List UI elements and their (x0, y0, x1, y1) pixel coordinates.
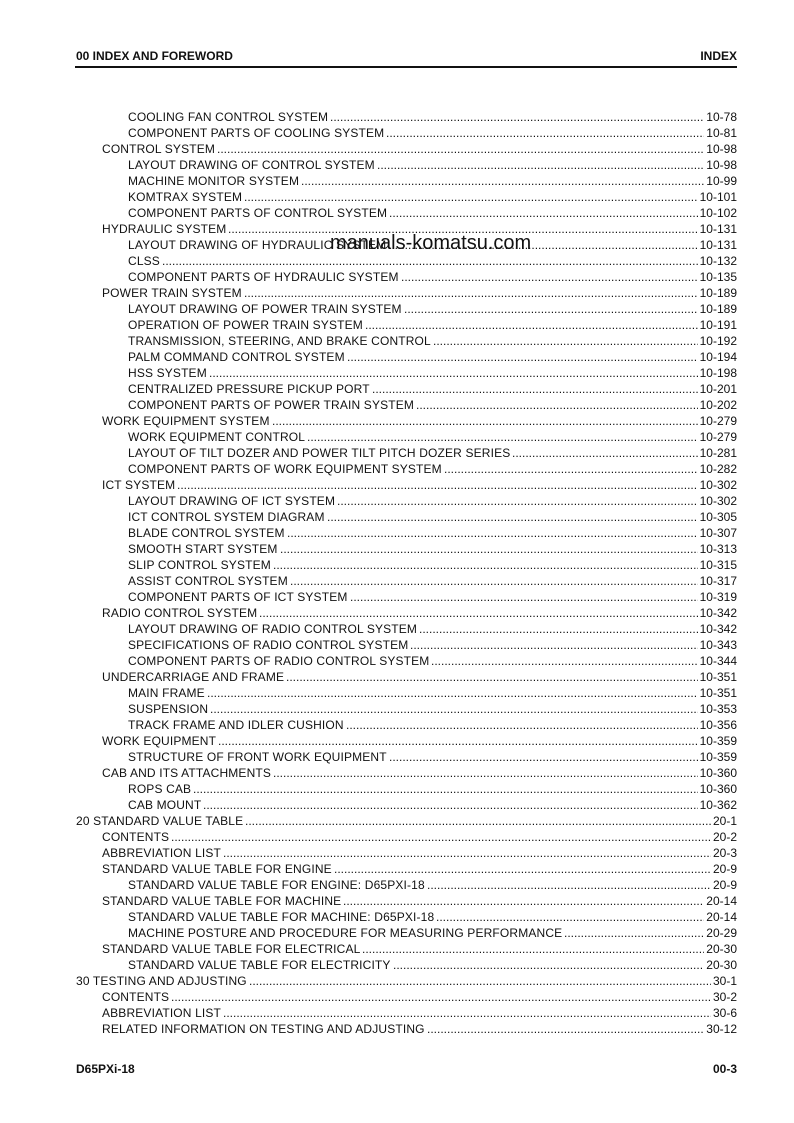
toc-entry-title: COMPONENT PARTS OF RADIO CONTROL SYSTEM (128, 654, 430, 668)
toc-entry[interactable] (76, 477, 737, 493)
toc-entry-title: ASSIST CONTROL SYSTEM (128, 574, 288, 588)
toc-entry[interactable] (76, 541, 737, 557)
toc-leader-dots (193, 781, 698, 797)
toc-entry-title: ABBREVIATION LIST (102, 846, 222, 860)
toc-entry-title: TRANSMISSION, STEERING, AND BRAKE CONTROL (128, 334, 431, 348)
toc-entry-title: MACHINE MONITOR SYSTEM (128, 174, 300, 188)
toc-leader-dots (223, 1005, 711, 1021)
toc-entry-title: WORK EQUIPMENT SYSTEM (102, 414, 270, 428)
toc-entry-title: ICT CONTROL SYSTEM DIAGRAM (128, 510, 325, 524)
toc-leader-dots (273, 557, 698, 573)
toc-entry-title: SMOOTH START SYSTEM (128, 542, 278, 556)
toc-entry-title: STANDARD VALUE TABLE FOR MACHINE (102, 894, 342, 908)
toc-entry-page: 20-9 (712, 878, 737, 892)
toc-entry-title: SUSPENSION (128, 702, 209, 716)
toc-entry-title: CONTENTS (102, 990, 170, 1004)
toc-leader-dots (433, 333, 698, 349)
toc-entry-title: LAYOUT OF TILT DOZER AND POWER TILT PITCH DOZER SERIES (128, 446, 511, 460)
toc-entry-page: 10-191 (699, 318, 737, 332)
toc-leader-dots (177, 477, 698, 493)
toc-leader-dots (427, 877, 711, 893)
toc-entry[interactable] (76, 397, 737, 413)
toc-entry-title: WORK EQUIPMENT (102, 734, 217, 748)
toc-leader-dots (259, 605, 698, 621)
toc-entry[interactable] (76, 349, 737, 365)
toc-entry-title: CONTROL SYSTEM (102, 142, 216, 156)
toc-entry-page: 10-317 (699, 574, 737, 588)
toc-entry[interactable] (76, 493, 737, 509)
page-footer (76, 1062, 737, 1078)
toc-entry-page: 10-305 (699, 510, 737, 524)
toc-entry-page: 10-189 (699, 286, 737, 300)
toc-leader-dots (210, 701, 698, 717)
toc-entry-page: 10-279 (699, 414, 737, 428)
toc-entry-title: STANDARD VALUE TABLE FOR ENGINE: D65PXI-18 (128, 878, 425, 892)
toc-entry[interactable] (76, 381, 737, 397)
toc-leader-dots (244, 285, 698, 301)
toc-entry-title: PALM COMMAND CONTROL SYSTEM (128, 350, 345, 364)
page-header (75, 48, 737, 68)
toc-entry-title: POWER TRAIN SYSTEM (102, 286, 242, 300)
toc-leader-dots (307, 429, 698, 445)
toc-entry-page: 10-194 (699, 350, 737, 364)
toc-entry-page: 10-282 (699, 462, 737, 476)
toc-entry-title: HYDRAULIC SYSTEM (102, 222, 227, 236)
toc-entry-title: KOMTRAX SYSTEM (128, 190, 243, 204)
toc-entry-page: 20-30 (706, 942, 737, 956)
toc-entry-page: 10-302 (699, 478, 737, 492)
toc-entry-page: 20-2 (712, 830, 737, 844)
toc-leader-dots (203, 797, 698, 813)
toc-leader-dots (436, 909, 704, 925)
toc-entry-title: HSS SYSTEM (128, 366, 207, 380)
toc-entry[interactable] (76, 429, 737, 445)
toc-entry[interactable] (76, 525, 737, 541)
toc-entry[interactable] (76, 621, 737, 637)
toc-entry-title: STANDARD VALUE TABLE FOR ELECTRICITY (128, 958, 391, 972)
toc-entry[interactable] (76, 701, 737, 717)
toc-entry-title: CAB AND ITS ATTACHMENTS (102, 766, 272, 780)
toc-entry-page: 30-1 (712, 974, 737, 988)
toc-leader-dots (244, 189, 698, 205)
toc-leader-dots (330, 109, 704, 125)
toc-entry-page: 10-202 (699, 398, 737, 412)
toc-entry-page: 10-98 (706, 142, 737, 156)
toc-entry-title: SLIP CONTROL SYSTEM (128, 558, 271, 572)
toc-entry-title: COMPONENT PARTS OF POWER TRAIN SYSTEM (128, 398, 415, 412)
toc-entry[interactable] (76, 365, 737, 381)
toc-entry-page: 20-1 (712, 814, 737, 828)
toc-entry[interactable] (76, 781, 737, 797)
toc-entry-page: 10-356 (699, 718, 737, 732)
toc-entry-page: 10-319 (699, 590, 737, 604)
toc-entry-page: 10-353 (699, 702, 737, 716)
toc-entry-title: STANDARD VALUE TABLE FOR ENGINE (102, 862, 332, 876)
toc-leader-dots (389, 205, 698, 221)
toc-entry-title: CONTENTS (102, 830, 170, 844)
toc-entry[interactable] (76, 1005, 737, 1021)
toc-entry[interactable] (76, 941, 737, 957)
toc-entry-title: COOLING FAN CONTROL SYSTEM (128, 110, 329, 124)
toc-entry-page: 10-81 (706, 126, 737, 140)
toc-entry-page: 10-189 (699, 302, 737, 316)
toc-entry[interactable] (76, 189, 737, 205)
model-number: D65PXi-18 (76, 1062, 135, 1076)
toc-entry-title: SPECIFICATIONS OF RADIO CONTROL SYSTEM (128, 638, 409, 652)
toc-leader-dots (301, 173, 704, 189)
toc-leader-dots (393, 957, 704, 973)
toc-entry[interactable] (76, 173, 737, 189)
toc-entry[interactable] (76, 141, 737, 157)
toc-entry[interactable] (76, 685, 737, 701)
toc-leader-dots (249, 973, 711, 989)
toc-leader-dots (389, 749, 698, 765)
toc-entry[interactable] (76, 125, 737, 141)
toc-entry-title: ROPS CAB (128, 782, 192, 796)
toc-entry-title: COMPONENT PARTS OF ICT SYSTEM (128, 590, 348, 604)
toc-entry-page: 10-359 (699, 734, 737, 748)
toc-entry-page: 20-30 (706, 958, 737, 972)
toc-entry-title: RELATED INFORMATION ON TESTING AND ADJUSTING (102, 1022, 425, 1036)
toc-leader-dots (334, 861, 711, 877)
toc-leader-dots (223, 845, 711, 861)
toc-entry-page: 10-102 (699, 206, 737, 220)
toc-entry-page: 20-14 (706, 910, 737, 924)
toc-leader-dots (171, 989, 711, 1005)
toc-leader-dots (327, 509, 698, 525)
toc-entry-page: 10-131 (699, 238, 737, 252)
toc-entry-title: LAYOUT DRAWING OF POWER TRAIN SYSTEM (128, 302, 402, 316)
toc-entry[interactable] (76, 653, 737, 669)
toc-leader-dots (347, 349, 698, 365)
toc-entry[interactable] (76, 717, 737, 733)
toc-leader-dots (346, 717, 698, 733)
toc-entry[interactable] (76, 589, 737, 605)
toc-leader-dots (512, 445, 698, 461)
toc-entry-page: 20-3 (712, 846, 737, 860)
toc-leader-dots (444, 461, 698, 477)
toc-entry[interactable] (76, 973, 737, 989)
toc-entry[interactable] (76, 509, 737, 525)
toc-leader-dots (404, 301, 698, 317)
toc-leader-dots (272, 413, 698, 429)
toc-leader-dots (564, 925, 704, 941)
toc-leader-dots (365, 317, 698, 333)
toc-leader-dots (218, 733, 698, 749)
toc-entry-page: 10-201 (699, 382, 737, 396)
toc-entry[interactable] (76, 285, 737, 301)
toc-entry-title: CLSS (128, 254, 160, 268)
toc-entry[interactable] (76, 925, 737, 941)
toc-entry-title: COMPONENT PARTS OF CONTROL SYSTEM (128, 206, 388, 220)
toc-entry[interactable] (76, 413, 737, 429)
toc-entry-page: 10-101 (699, 190, 737, 204)
toc-leader-dots (401, 269, 698, 285)
toc-leader-dots (410, 637, 698, 653)
toc-entry[interactable] (76, 605, 737, 621)
toc-leader-dots (280, 541, 698, 557)
toc-entry[interactable] (76, 861, 737, 877)
toc-entry[interactable] (76, 205, 737, 221)
header-index-label: INDEX (700, 49, 737, 63)
toc-entry-title: UNDERCARRIAGE AND FRAME (102, 670, 285, 684)
toc-entry-page: 10-362 (699, 798, 737, 812)
toc-leader-dots (372, 381, 698, 397)
toc-leader-dots (343, 893, 704, 909)
toc-entry-title: STRUCTURE OF FRONT WORK EQUIPMENT (128, 750, 387, 764)
toc-leader-dots (287, 525, 698, 541)
toc-entry-title: LAYOUT DRAWING OF RADIO CONTROL SYSTEM (128, 622, 418, 636)
toc-entry[interactable] (76, 253, 737, 269)
toc-entry[interactable] (76, 573, 737, 589)
toc-entry-page: 10-99 (706, 174, 737, 188)
toc-entry-page: 30-6 (712, 1006, 737, 1020)
toc-entry[interactable] (76, 909, 737, 925)
toc-entry[interactable] (76, 877, 737, 893)
toc-entry[interactable] (76, 669, 737, 685)
toc-entry[interactable] (76, 749, 737, 765)
toc-leader-dots (377, 157, 704, 173)
toc-entry-page: 20-29 (706, 926, 737, 940)
toc-entry-page: 10-307 (699, 526, 737, 540)
toc-entry-page: 20-9 (712, 862, 737, 876)
toc-leader-dots (337, 493, 698, 509)
toc-leader-dots (290, 573, 698, 589)
toc-entry[interactable] (76, 989, 737, 1005)
toc-leader-dots (207, 685, 698, 701)
toc-entry-page: 10-135 (699, 270, 737, 284)
toc-entry-title: LAYOUT DRAWING OF CONTROL SYSTEM (128, 158, 375, 172)
toc-entry-page: 10-359 (699, 750, 737, 764)
toc-entry-page: 10-281 (699, 446, 737, 460)
toc-leader-dots (286, 669, 698, 685)
toc-leader-dots (386, 125, 704, 141)
toc-entry-page: 10-344 (699, 654, 737, 668)
watermark: manuals-komatsu.com (330, 232, 532, 254)
toc-entry-page: 30-12 (706, 1022, 737, 1036)
toc-entry-title: LAYOUT DRAWING OF HYDRAULIC SYSTEM (128, 238, 387, 252)
toc-entry-page: 10-343 (699, 638, 737, 652)
toc-entry-title: COMPONENT PARTS OF COOLING SYSTEM (128, 126, 385, 140)
page-number: 00-3 (712, 1062, 737, 1076)
toc-entry[interactable] (76, 829, 737, 845)
toc-leader-dots (416, 397, 698, 413)
toc-entry-page: 10-315 (699, 558, 737, 572)
section-title: 00 INDEX AND FOREWORD (76, 49, 233, 63)
toc-entry-title: STANDARD VALUE TABLE FOR ELECTRICAL (102, 942, 361, 956)
toc-entry[interactable] (76, 1021, 737, 1037)
toc-entry[interactable] (76, 333, 737, 349)
toc-entry[interactable] (76, 301, 737, 317)
toc-entry-title: OPERATION OF POWER TRAIN SYSTEM (128, 318, 363, 332)
toc-entry-page: 10-342 (699, 622, 737, 636)
toc-entry[interactable] (76, 269, 737, 285)
toc-entry-title: CAB MOUNT (128, 798, 202, 812)
toc-entry[interactable] (76, 445, 737, 461)
toc-entry[interactable] (76, 461, 737, 477)
toc-entry[interactable] (76, 557, 737, 573)
toc-leader-dots (431, 653, 698, 669)
toc-entry-page: 10-198 (699, 366, 737, 380)
toc-entry-title: CENTRALIZED PRESSURE PICKUP PORT (128, 382, 370, 396)
toc-entry-page: 10-279 (699, 430, 737, 444)
toc-entry-page: 10-342 (699, 606, 737, 620)
toc-entry-title: COMPONENT PARTS OF WORK EQUIPMENT SYSTEM (128, 462, 442, 476)
toc-entry-title: ICT SYSTEM (102, 478, 176, 492)
toc-entry-title: 30 TESTING AND ADJUSTING (76, 974, 247, 988)
toc-leader-dots (217, 141, 704, 157)
toc-entry-page: 10-351 (699, 670, 737, 684)
toc-entry-page: 10-351 (699, 686, 737, 700)
toc-entry-page: 10-360 (699, 782, 737, 796)
toc-entry[interactable] (76, 765, 737, 781)
toc-leader-dots (245, 813, 711, 829)
toc-entry[interactable] (76, 157, 737, 173)
toc-entry-page: 10-192 (699, 334, 737, 348)
toc-entry-title: COMPONENT PARTS OF HYDRAULIC SYSTEM (128, 270, 399, 284)
toc-entry-title: TRACK FRAME AND IDLER CUSHION (128, 718, 344, 732)
toc-entry-page: 10-78 (706, 110, 737, 124)
toc-leader-dots (162, 253, 698, 269)
toc-entry[interactable] (76, 317, 737, 333)
toc-entry-title: RADIO CONTROL SYSTEM (102, 606, 258, 620)
toc-leader-dots (427, 1021, 704, 1037)
toc-entry-title: MACHINE POSTURE AND PROCEDURE FOR MEASURING PERFORMANCE (128, 926, 563, 940)
toc-entry[interactable] (76, 733, 737, 749)
toc-entry-title: WORK EQUIPMENT CONTROL (128, 430, 306, 444)
toc-entry-page: 20-14 (706, 894, 737, 908)
toc-entry-page: 10-313 (699, 542, 737, 556)
toc-entry-page: 10-131 (699, 222, 737, 236)
toc-entry[interactable] (76, 893, 737, 909)
toc-leader-dots (273, 765, 698, 781)
toc-entry-page: 30-2 (712, 990, 737, 1004)
toc-entry-title: ABBREVIATION LIST (102, 1006, 222, 1020)
toc-leader-dots (171, 829, 711, 845)
toc-entry-title: LAYOUT DRAWING OF ICT SYSTEM (128, 494, 336, 508)
toc-entry[interactable] (76, 957, 737, 973)
toc-entry-title: MAIN FRAME (128, 686, 205, 700)
toc-leader-dots (419, 621, 698, 637)
toc-leader-dots (209, 365, 698, 381)
toc-entry[interactable] (76, 797, 737, 813)
toc-entry-title: 20 STANDARD VALUE TABLE (76, 814, 244, 828)
toc-entry[interactable] (76, 109, 737, 125)
toc-entry-page: 10-98 (706, 158, 737, 172)
toc-entry-page: 10-360 (699, 766, 737, 780)
toc-entry-title: BLADE CONTROL SYSTEM (128, 526, 285, 540)
toc-entry[interactable] (76, 637, 737, 653)
toc-leader-dots (362, 941, 704, 957)
toc-leader-dots (350, 589, 698, 605)
toc-entry-page: 10-302 (699, 494, 737, 508)
toc-entry-page: 10-132 (699, 254, 737, 268)
toc-entry[interactable] (76, 813, 737, 829)
toc-entry-title: STANDARD VALUE TABLE FOR MACHINE: D65PXI-18 (128, 910, 435, 924)
toc-entry[interactable] (76, 845, 737, 861)
